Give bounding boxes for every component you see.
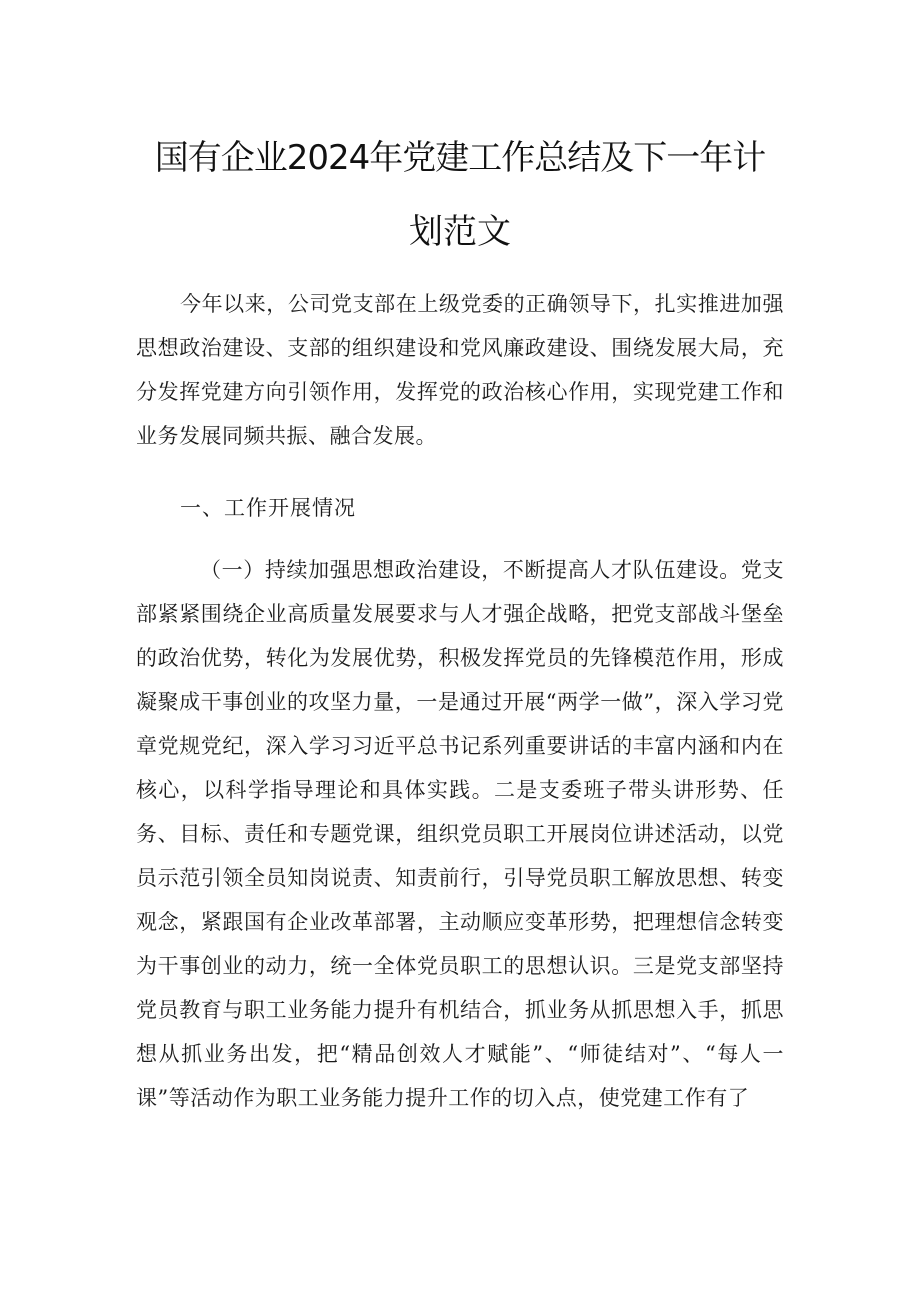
section-paragraph: （一）持续加强思想政治建设，不断提高人才队伍建设。党支部紧紧围绕企业高质量发展要求与人才强企战略，把党支部战斗堡垒的政治优势，转化为发展优势，积极发挥党员的先锋模范作用，形成凝聚成干事创业的攻坚力量，一是通过开展“两学一做”，深入学习党章党规党纪，深入学习习近平总书记系列重要讲话的丰富内涵和内在核心，以科学指导理论和具体实践。二是支委班子带头讲形势、任务、目标、责任和专题党课，组织党员职工开展岗位讲述活动，以党员示范引领全员知岗说责、知责前行，引导党员职工解放思想、转变观念，紧跟国有企业改革部署，主动顺应变革形势，把理想信念转变为干事创业的动力，统一全体党员职工的思想认识。三是党支部坚持党员教育与职工业务能力提升有机结合，抓业务从抓思想入手，抓思想从抓业务出发，把“精品创效人才赋能”、“师徒结对”、“每人一课”等活动作为职工业务能力提升工作的切入点，使党建工作有了 <box>136 558 784 1110</box>
document-title-line-1: 国有企业2024年党建工作总结及下一年计 <box>154 138 766 178</box>
intro-paragraph: 今年以来，公司党支部在上级党委的正确领导下，扎实推进加强思想政治建设、支部的组织建设和党风廉政建设、围绕发展大局，充分发挥党建方向引领作用，发挥党的政治核心作用，实现党建工作和业务发展同频共振、融合发展。 <box>136 292 784 448</box>
section-heading: 一、工作开展情况 <box>180 496 356 520</box>
document-title-line-2: 划范文 <box>409 212 511 252</box>
